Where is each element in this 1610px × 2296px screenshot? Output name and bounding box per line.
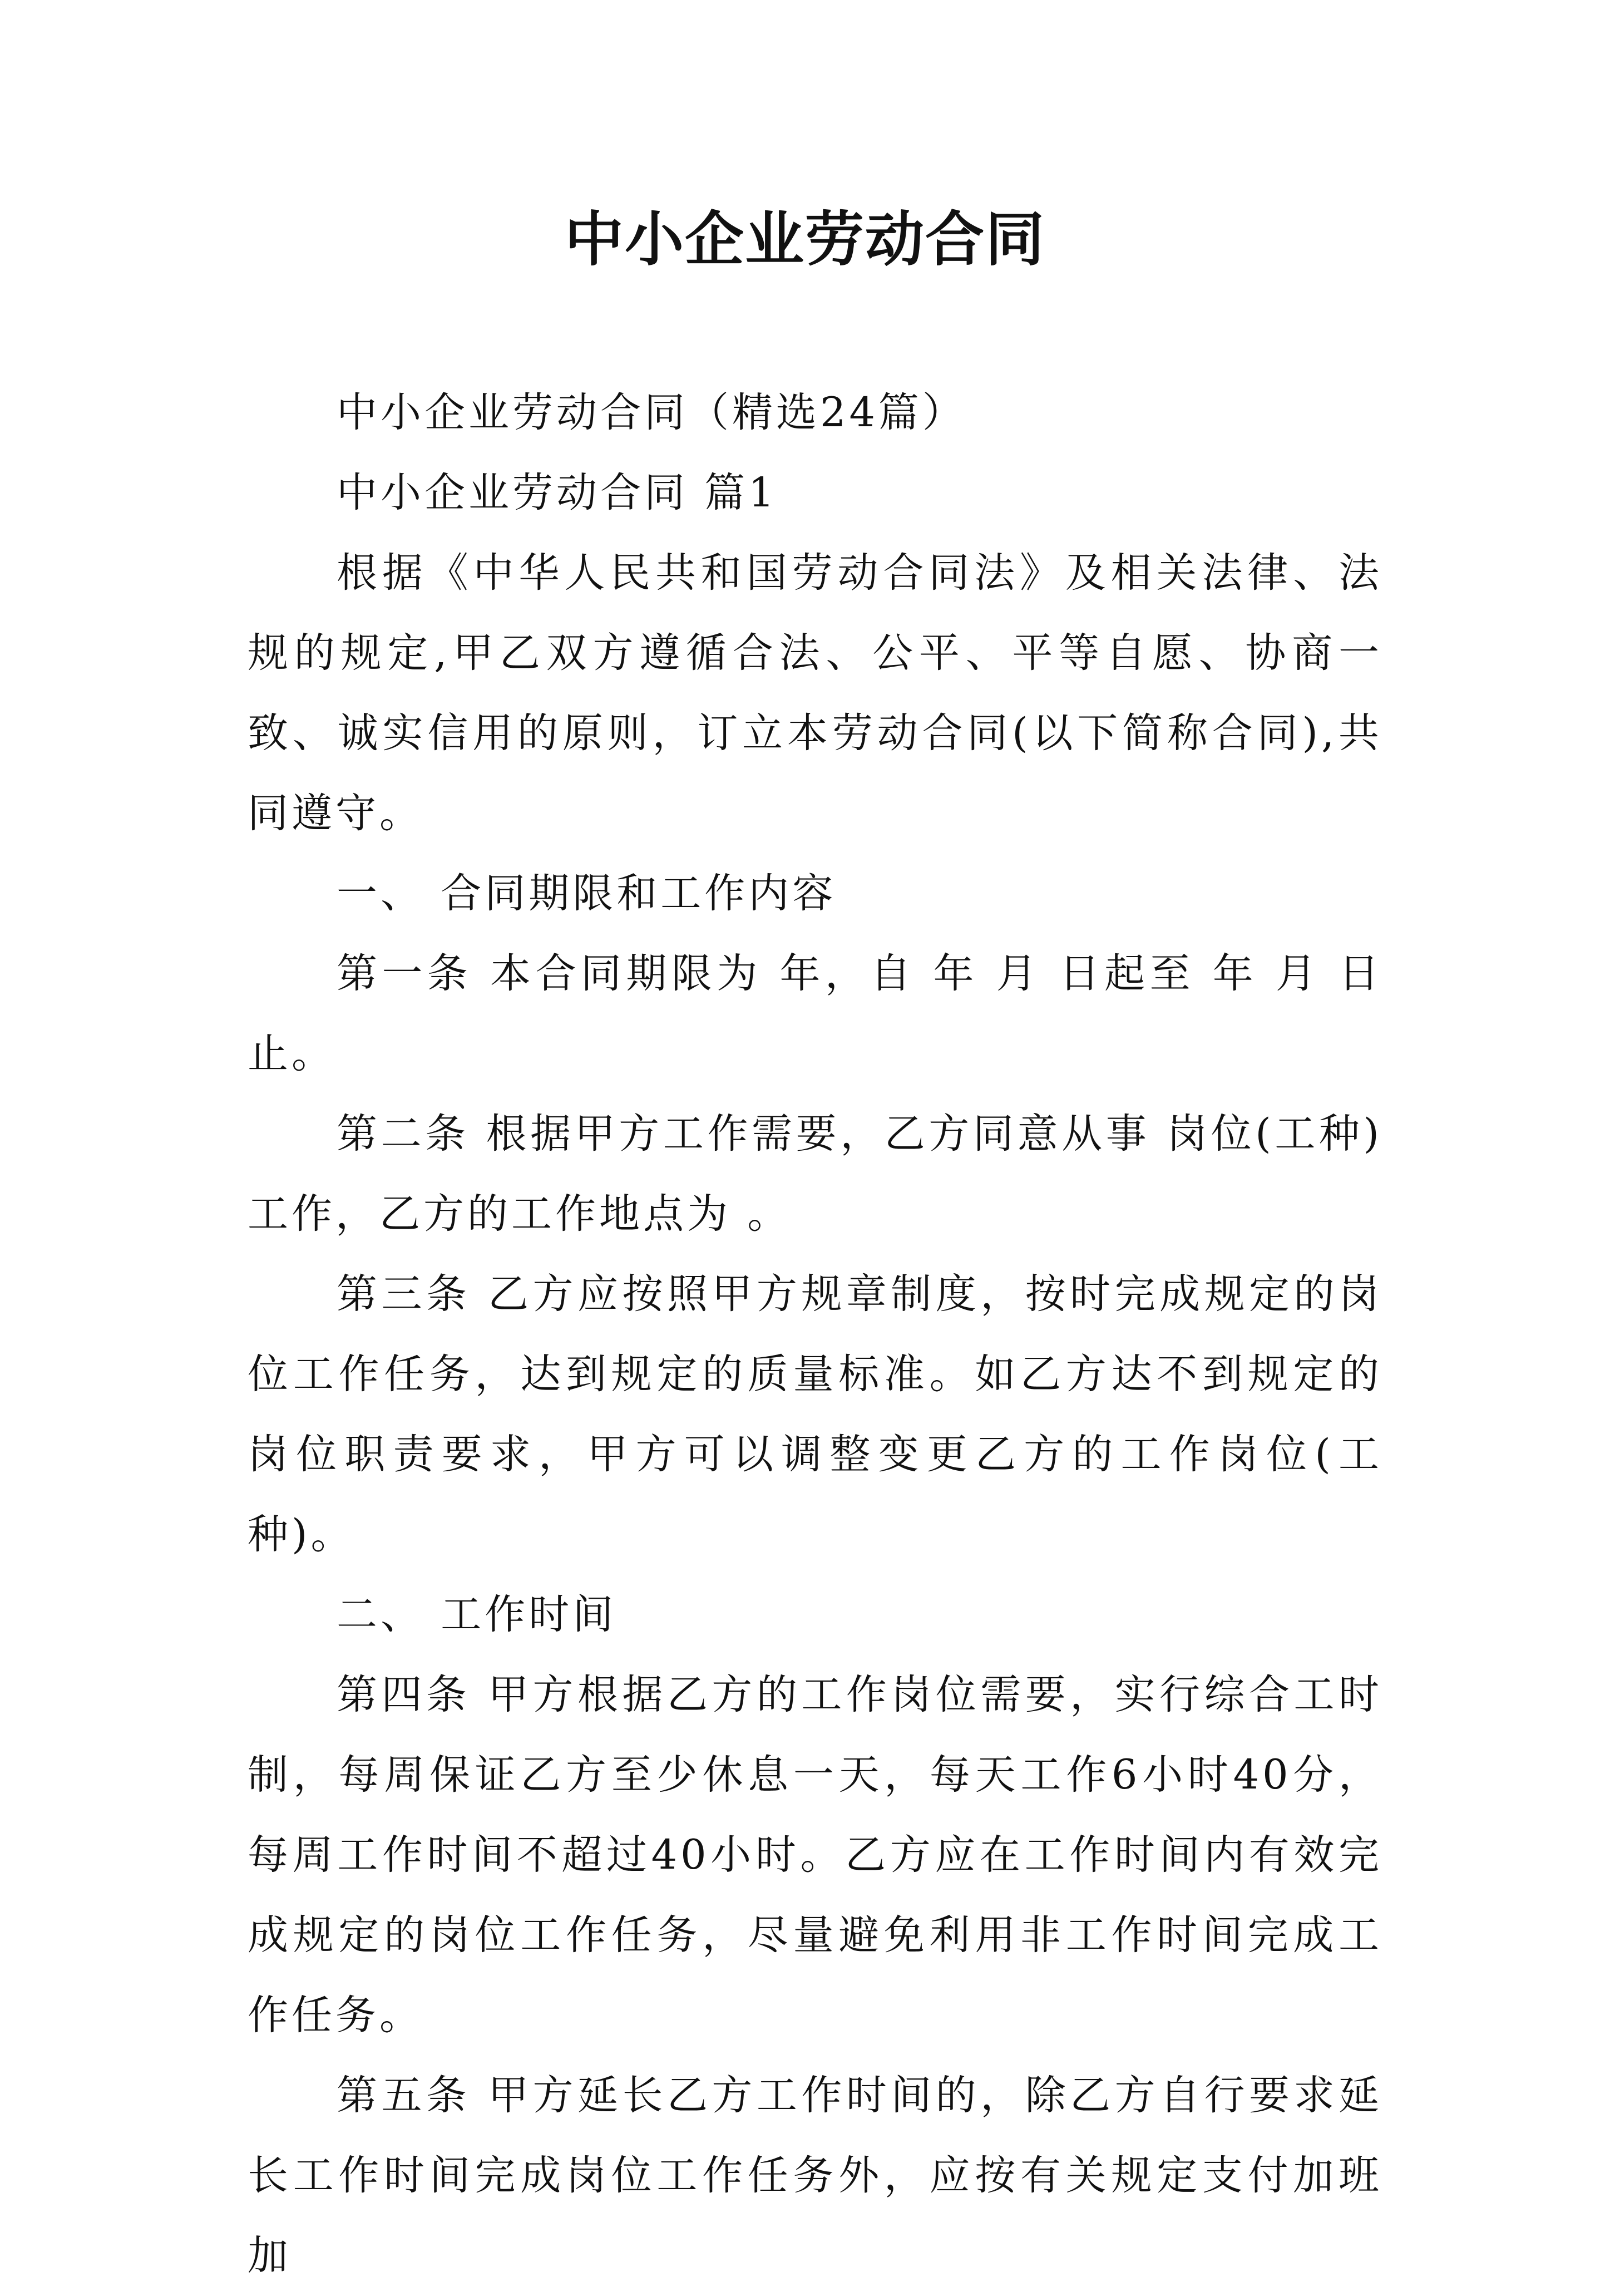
document-body [248, 373, 1382, 2296]
preamble-paragraph: 根据《中华人民共和国劳动合同法》及相关法律、法规的规定,甲乙双方遵循合法、公平、平等自愿、协商一致、诚实信用的原则，订立本劳动合同(以下简称合同),共同遵守。 [248, 549, 1382, 837]
section-heading-paragraph: 中小企业劳动合同 篇1 [337, 469, 778, 516]
document-title: 中小企业劳动合同 [565, 204, 1045, 274]
article-1-paragraph: 第一条 本合同期限为 年，自 年 月 日起至 年 月 日止。 [248, 950, 1382, 1077]
subtitle-paragraph: 中小企业劳动合同（精选24篇） [337, 389, 966, 436]
chapter-heading-paragraph: 二、 工作时间 [337, 1591, 617, 1638]
article-2-paragraph: 第二条 根据甲方工作需要，乙方同意从事 岗位(工种)工作，乙方的工作地点为 。 [248, 1110, 1382, 1238]
chapter-heading-paragraph: 一、 合同期限和工作内容 [337, 870, 837, 917]
article-4-paragraph: 第四条 甲方根据乙方的工作岗位需要，实行综合工时制，每周保证乙方至少休息一天，每天工作6小时40分，每周工作时间不超过40小时。乙方应在工作时间内有效完成规定的岗位工作任务，尽量避免利用非工作时间完成工作任务。 [248, 1671, 1382, 2039]
article-3-paragraph: 第三条 乙方应按照甲方规章制度，按时完成规定的岗位工作任务，达到规定的质量标准。如乙方达不到规定的岗位职责要求，甲方可以调整变更乙方的工作岗位(工种)。 [248, 1270, 1382, 1558]
article-5-paragraph: 第五条 甲方延长乙方工作时间的，除乙方自行要求延长工作时间完成岗位工作任务外，应按有关规定支付加班加 [248, 2072, 1382, 2279]
